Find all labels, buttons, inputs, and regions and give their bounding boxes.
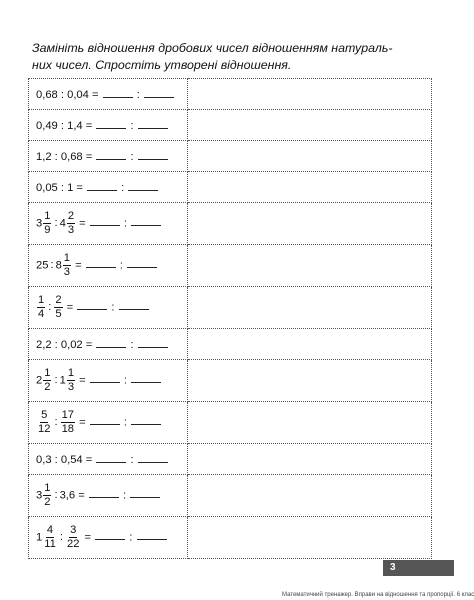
answer-blank[interactable] — [96, 119, 126, 129]
answer-blank[interactable] — [96, 338, 126, 348]
exercise-row — [29, 360, 432, 402]
numerator: 1 — [63, 253, 71, 266]
numerator: 1 — [67, 368, 75, 381]
answer-cell[interactable] — [188, 517, 432, 559]
exercise-row — [29, 110, 432, 141]
denominator: 3 — [67, 381, 75, 393]
exercise-row — [29, 402, 432, 444]
expression: 0,49 : 1,4 = — [36, 119, 93, 132]
whole-part: 8 — [55, 259, 62, 272]
denominator: 2 — [44, 381, 51, 393]
exercise-row — [29, 287, 432, 329]
answer-blank[interactable] — [77, 300, 107, 310]
answer-blank[interactable] — [130, 488, 160, 498]
answer-cell[interactable] — [188, 141, 432, 172]
whole-part: 2 — [36, 374, 43, 387]
fraction — [43, 483, 51, 508]
exercise-cell: 0,68 : 0,04 = : — [29, 79, 188, 110]
answer-blank[interactable] — [90, 415, 120, 425]
answer-cell[interactable] — [188, 245, 432, 287]
exercise-table — [28, 78, 432, 559]
denominator: 2 — [44, 496, 51, 508]
answer-cell[interactable] — [188, 329, 432, 360]
instruction-line-1: Замініть відношення дробових чисел відношенням натураль- — [32, 41, 393, 55]
answer-blank[interactable] — [131, 373, 161, 383]
answer-blank[interactable] — [90, 373, 120, 383]
answer-blank[interactable] — [103, 88, 133, 98]
answer-blank[interactable] — [144, 88, 174, 98]
numerator: 1 — [37, 295, 45, 308]
expression: 2,2 : 0,02 = — [36, 338, 93, 351]
answer-blank[interactable] — [90, 216, 120, 226]
answer-blank[interactable] — [138, 453, 168, 463]
decimal-number: 3,6 — [59, 489, 76, 502]
exercise-row — [29, 79, 432, 110]
denominator: 12 — [38, 423, 51, 435]
whole-part: 3 — [36, 489, 43, 502]
numerator: 2 — [54, 295, 62, 308]
exercise-cell: 3 $\frac{1}{2}$ : 3,6 = : — [29, 475, 188, 517]
exercise-row — [29, 245, 432, 287]
fraction — [37, 410, 51, 435]
answer-blank[interactable] — [131, 415, 161, 425]
answer-blank[interactable] — [127, 258, 157, 268]
denominator: 3 — [67, 224, 75, 236]
exercise-row — [29, 517, 432, 559]
fraction — [61, 410, 75, 435]
expression: 0,3 : 0,54 = — [36, 453, 93, 466]
answer-cell[interactable] — [188, 79, 432, 110]
answer-blank[interactable] — [86, 258, 116, 268]
denominator: 3 — [63, 266, 71, 278]
numerator: 1 — [43, 211, 51, 224]
whole-part: 1 — [36, 531, 43, 544]
answer-cell[interactable] — [188, 287, 432, 329]
denominator: 4 — [38, 308, 45, 320]
whole-part: 1 — [59, 374, 66, 387]
answer-blank[interactable] — [119, 300, 149, 310]
numerator: 17 — [61, 410, 75, 423]
fraction — [67, 211, 75, 236]
expression: 0,05 : 1 = — [36, 181, 83, 194]
fraction — [43, 211, 51, 236]
fraction — [67, 368, 75, 393]
numerator: 3 — [69, 525, 77, 538]
exercise-cell: 2,2 : 0,02 = : — [29, 329, 188, 360]
answer-blank[interactable] — [138, 338, 168, 348]
exercise-row — [29, 172, 432, 203]
fraction — [43, 368, 51, 393]
whole-part: 4 — [59, 217, 66, 230]
exercise-cell: 25 : 8 $\frac{1}{3}$ = : — [29, 245, 188, 287]
answer-blank[interactable] — [137, 530, 167, 540]
exercise-cell: 0,3 : 0,54 = : — [29, 444, 188, 475]
answer-cell[interactable] — [188, 444, 432, 475]
fraction — [37, 295, 45, 320]
answer-blank[interactable] — [128, 181, 158, 191]
answer-cell[interactable] — [188, 110, 432, 141]
exercise-cell: $\frac{1}{4}$ : $\frac{2}{5}$ = : — [29, 287, 188, 329]
answer-blank[interactable] — [95, 530, 125, 540]
answer-blank[interactable] — [89, 488, 119, 498]
page-number: 3 — [383, 560, 454, 576]
numerator: 5 — [40, 410, 48, 423]
answer-blank[interactable] — [138, 150, 168, 160]
answer-cell[interactable] — [188, 203, 432, 245]
exercise-cell: 3 $\frac{1}{9}$ : 4 $\frac{2}{3}$ = : — [29, 203, 188, 245]
denominator: 9 — [44, 224, 51, 236]
answer-blank[interactable] — [96, 453, 126, 463]
expression: 0,68 : 0,04 = — [36, 88, 99, 101]
numerator: 1 — [43, 483, 51, 496]
exercise-row — [29, 444, 432, 475]
exercise-cell: $\frac{5}{12}$ : $\frac{17}{18}$ = : — [29, 402, 188, 444]
exercise-row — [29, 203, 432, 245]
whole-number: 25 — [36, 259, 49, 272]
numerator: 1 — [43, 368, 51, 381]
answer-cell[interactable] — [188, 360, 432, 402]
answer-cell[interactable] — [188, 402, 432, 444]
denominator: 18 — [61, 423, 75, 435]
footer-text: Математичний тренажер. Вправи на відношення та пропорції. 6 клас — [282, 592, 474, 598]
answer-cell[interactable] — [188, 172, 432, 203]
denominator: 5 — [55, 308, 62, 320]
exercise-cell: 0,49 : 1,4 = : — [29, 110, 188, 141]
answer-cell[interactable] — [188, 475, 432, 517]
denominator: 11 — [44, 538, 56, 550]
instruction-line-2: них чисел. Спростіть утворені відношення. — [32, 58, 292, 72]
exercise-cell: 2 $\frac{1}{2}$ : 1 $\frac{1}{3}$ = : — [29, 360, 188, 402]
exercise-row — [29, 475, 432, 517]
answer-blank[interactable] — [131, 216, 161, 226]
numerator: 2 — [67, 211, 75, 224]
answer-blank[interactable] — [138, 119, 168, 129]
exercise-cell: 0,05 : 1 = : — [29, 172, 188, 203]
whole-part: 3 — [36, 217, 43, 230]
exercise-row — [29, 141, 432, 172]
expression: 1,2 : 0,68 = — [36, 150, 93, 163]
denominator: 22 — [66, 538, 80, 550]
answer-blank[interactable] — [87, 181, 117, 191]
instruction-text — [32, 40, 432, 74]
exercise-cell: 1 $\frac{4}{11}$ : $\frac{3}{22}$ = : — [29, 517, 188, 559]
fraction — [43, 525, 57, 550]
fraction — [54, 295, 62, 320]
answer-blank[interactable] — [96, 150, 126, 160]
fraction — [66, 525, 80, 550]
fraction — [63, 253, 71, 278]
exercise-row — [29, 329, 432, 360]
numerator: 4 — [46, 525, 54, 538]
exercise-cell: 1,2 : 0,68 = : — [29, 141, 188, 172]
